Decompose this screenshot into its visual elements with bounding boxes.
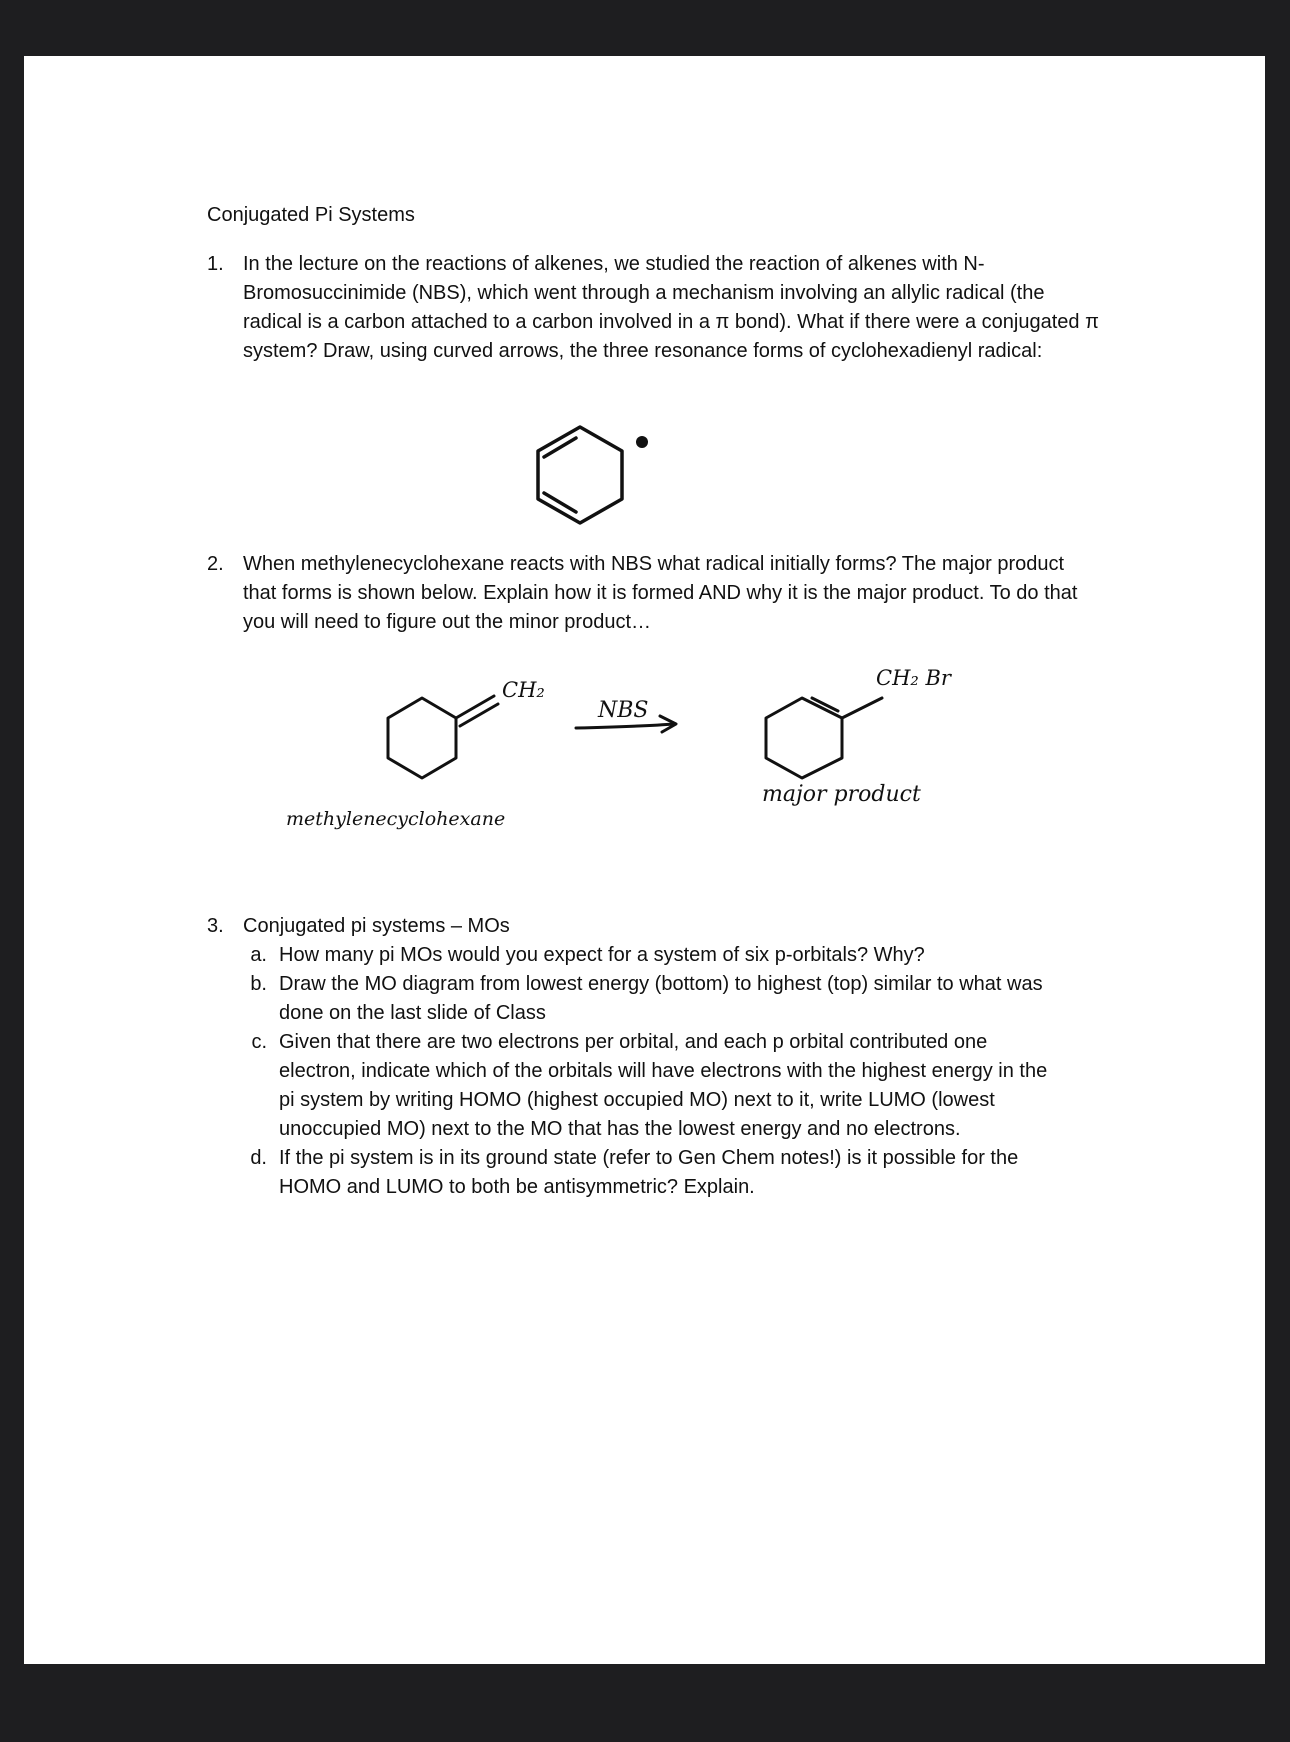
reagent-label: NBS (598, 698, 649, 723)
question-3d (250, 1144, 1139, 1202)
question-3b-line: done on the last slide of Class (279, 1002, 546, 1024)
question-3c-line: Given that there are two electrons per orbital, and each p orbital contributed one (279, 1031, 988, 1053)
question-3c-line: unoccupied MO) next to the MO that has the lowest energy and no electrons. (279, 1118, 961, 1140)
question-3b-line: Draw the MO diagram from lowest energy (bottom) to highest (top) similar to what was (279, 973, 1043, 995)
question-3a-line: How many pi MOs would you expect for a system of six p-orbitals? Why? (279, 944, 925, 966)
question-1-number: 1. (207, 253, 224, 275)
question-3b (250, 970, 1139, 1028)
question-2-line: that forms is shown below. Explain how it is formed AND why it is the major product. To do that (243, 582, 1078, 604)
question-1-line: In the lecture on the reactions of alkenes, we studied the reaction of alkenes with N- (243, 253, 985, 275)
question-2-number: 2. (207, 553, 224, 575)
question-3c-line: electron, indicate which of the orbitals will have electrons with the highest energy in the (279, 1060, 1048, 1082)
question-3a (250, 941, 1139, 970)
question-3c-line: pi system by writing HOMO (highest occupied MO) next to it, write LUMO (lowest (279, 1089, 995, 1111)
question-3d-line: If the pi system is in its ground state (refer to Gen Chem notes!) is it possible for the (279, 1147, 1019, 1169)
question-3d-letter: d. (250, 1147, 267, 1169)
radical-dot (636, 436, 648, 448)
question-3a-letter: a. (250, 944, 267, 966)
question-3d-line: HOMO and LUMO to both be antisymmetric? Explain. (279, 1176, 755, 1198)
question-2-line: When methylenecyclohexane reacts with NBS what radical initially forms? The major product (243, 553, 1065, 575)
methylenecyclohexane-structure (388, 696, 498, 778)
product-name-label: major product (762, 782, 921, 807)
question-3c (251, 1028, 1139, 1144)
question-3c-letter: c. (251, 1031, 267, 1053)
question-3-heading: Conjugated pi systems – MOs (243, 915, 510, 937)
question-1-line: Bromosuccinimide (NBS), which went through a mechanism involving an allylic radical (the (243, 282, 1045, 304)
reactant-substituent-label: CH₂ (502, 678, 545, 702)
major-product-structure (766, 698, 882, 778)
question-2-text (243, 550, 1123, 637)
question-3b-letter: b. (250, 973, 267, 995)
document-page (24, 56, 1265, 1664)
question-2-line: you will need to figure out the minor product… (243, 611, 651, 633)
product-substituent-label: CH₂ Br (876, 666, 951, 690)
cyclohexadienyl-radical-structure (538, 427, 622, 523)
question-3-number: 3. (207, 915, 224, 937)
structure-drawings (24, 56, 1265, 1664)
reactant-name-label: methylenecyclohexane (286, 808, 506, 830)
document-title: Conjugated Pi Systems (207, 204, 415, 226)
question-1-line: radical is a carbon attached to a carbon involved in a π bond). What if there were a conjugated π (243, 311, 1099, 333)
question-1-line: system? Draw, using curved arrows, the three resonance forms of cyclohexadienyl radical: (243, 340, 1043, 362)
